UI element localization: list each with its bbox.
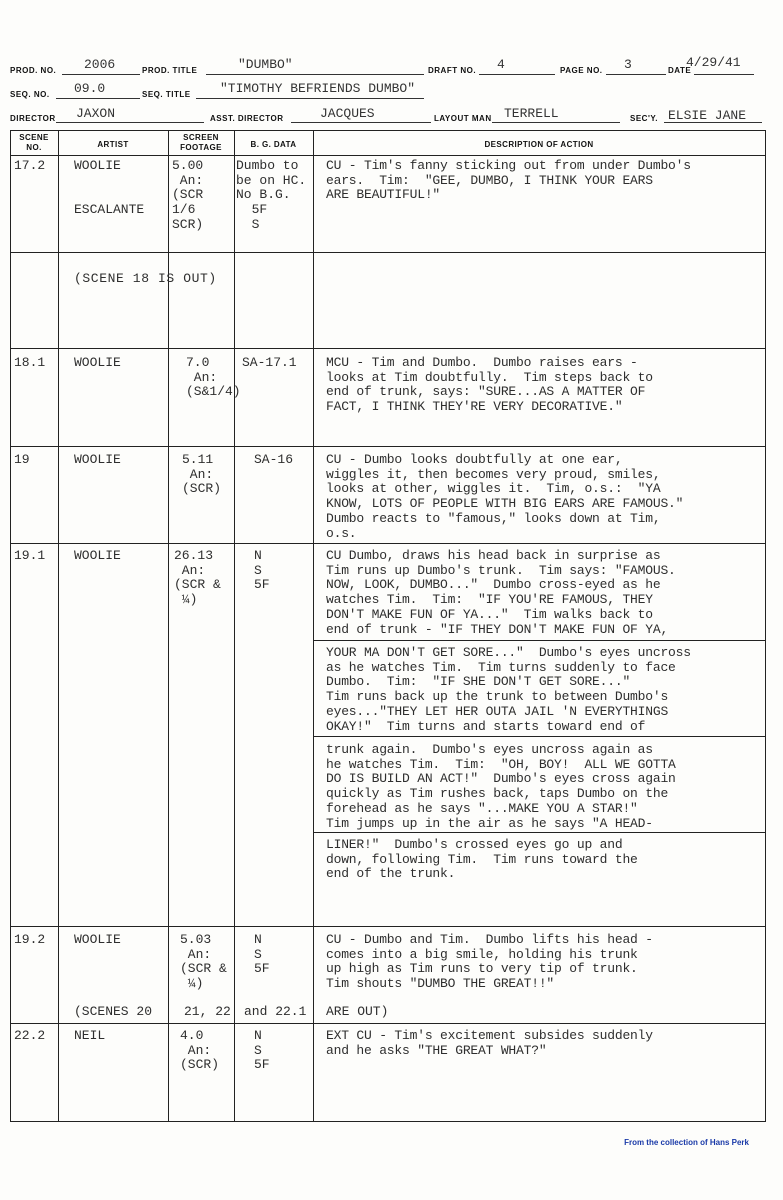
director-underline xyxy=(56,122,204,123)
layout-man-underline xyxy=(492,122,620,123)
table-border-top xyxy=(10,130,766,131)
draft-no-label: DRAFT NO. xyxy=(428,66,477,75)
prod-title-value: "DUMBO" xyxy=(238,57,293,72)
draft-no-underline xyxy=(479,74,555,75)
scene-no-cell: 18.1 xyxy=(14,355,46,370)
footage-cell: 4.0 An: (SCR) xyxy=(180,1028,220,1073)
description-continuation: trunk again. Dumbo's eyes uncross again as he watches Tim. Tim: "OH, BOY! ALL WE GOTTA DO IS BUILD AN ACT!" Dumbo's eyes cross again quickly as Tim rushes back, taps Dumbo on the forehead as he says "...MAKE YOU A STAR!" Tim jumps up in the air as he says "A HEAD- xyxy=(326,742,676,831)
footage-cell: 5.11 An: (SCR) xyxy=(182,452,222,497)
asst-director-underline xyxy=(291,122,431,123)
secy-value: ELSIE JANE xyxy=(668,108,747,123)
bg-data-cell: SA-17.1 xyxy=(242,355,297,370)
date-value: 4/29/41 xyxy=(686,55,741,70)
scene-no-cell: 19.2 xyxy=(14,932,46,947)
footage-cell: 5.00 An: (SCR 1/6 SCR) xyxy=(172,158,204,232)
row-divider xyxy=(10,348,766,349)
table-border-left xyxy=(10,130,11,1122)
page-no-value: 3 xyxy=(624,57,632,72)
scene-no-cell: 19 xyxy=(14,452,30,467)
page-no-underline xyxy=(606,74,666,75)
col-header-screen-footage: SCREEN FOOTAGE xyxy=(180,133,222,152)
layout-man-label: LAYOUT MAN xyxy=(434,114,492,123)
footage-cell: 5.03 An: (SCR & ¼) xyxy=(180,932,227,992)
col-header-artist: ARTIST xyxy=(97,140,129,149)
description-cell: CU Dumbo, draws his head back in surprise as Tim runs up Dumbo's trunk. Tim says: "FAMOUS. NOW, LOOK, DUMBO..." Dumbo cross-eyed as he watches Tim. Tim: "IF YOU'RE FAMOUS, THEY DON'T MAKE FUN OF YA..." Tim walks back to end of trunk - "IF THEY DON'T MAKE FUN OF YA, xyxy=(326,548,676,637)
seq-title-value: "TIMOTHY BEFRIENDS DUMBO" xyxy=(220,81,416,96)
director-value: JAXON xyxy=(76,106,116,121)
column-divider xyxy=(58,130,59,1122)
bg-data-cell: SA-16 xyxy=(254,452,294,467)
seq-no-label: SEQ. NO. xyxy=(10,90,50,99)
artist-cell: WOOLIE xyxy=(74,932,121,947)
bg-data-cell: N S 5F xyxy=(254,1028,270,1073)
description-cell: EXT CU - Tim's excitement subsides suddenly and he asks "THE GREAT WHAT?" xyxy=(326,1028,653,1058)
col-header-scene-no: SCENE NO. xyxy=(19,133,49,152)
footage-cell: 7.0 An: (S&1/4) xyxy=(186,355,241,400)
description-cell: CU - Dumbo looks doubtfully at one ear, wiggles it, then becomes very proud, smiles, looks at other, wiggles it. Tim, o.s.: "YA KNOW, LOTS OF PEOPLE WITH BIG EARS ARE FAMOUS." Dumbo reacts to "famous," looks down at Tim, o.s. xyxy=(326,452,684,541)
scenes-out-note-part: and 22.1 xyxy=(244,1004,307,1019)
col-header-bg-data: B. G. DATA xyxy=(250,140,297,149)
scene-no-cell: 22.2 xyxy=(14,1028,46,1043)
scene-out-note: (SCENE 18 IS OUT) xyxy=(74,271,217,286)
column-divider xyxy=(234,130,235,1122)
prod-no-underline xyxy=(62,74,140,75)
scene-no-cell: 17.2 xyxy=(14,158,46,173)
asst-director-label: ASST. DIRECTOR xyxy=(210,114,284,123)
prod-title-underline xyxy=(206,74,424,75)
header-divider xyxy=(10,155,766,156)
artist-cell: WOOLIE xyxy=(74,548,121,563)
row-divider xyxy=(10,446,766,447)
director-label: DIRECTOR xyxy=(10,114,56,123)
table-border-right xyxy=(765,130,766,1122)
description-cell: CU - Tim's fanny sticking out from under Dumbo's ears. Tim: "GEE, DUMBO, I THINK YOUR EARS ARE BEAUTIFUL!" xyxy=(326,158,691,203)
description-cell: CU - Dumbo and Tim. Dumbo lifts his head - comes into a big smile, holding his trunk up high as Tim runs to very tip of trunk. Tim shouts "DUMBO THE GREAT!!" xyxy=(326,932,653,992)
description-continuation: YOUR MA DON'T GET SORE..." Dumbo's eyes uncross as he watches Tim. Tim turns suddenly to face Dumbo. Tim: "IF SHE DON'T GET SORE..." Tim runs back up the trunk to between Dumbo's eyes..."THEY LET HER OUTA JAIL 'N EVERYTHINGS OKAY!" Tim turns and starts toward end of xyxy=(326,645,691,734)
seq-title-underline xyxy=(196,98,424,99)
bg-data-cell: N S 5F xyxy=(254,548,270,593)
table-border-bottom xyxy=(10,1121,766,1122)
footage-cell: 26.13 An: (SCR & ¼) xyxy=(174,548,221,608)
artist-cell: WOOLIE xyxy=(74,355,121,370)
row-divider xyxy=(10,252,766,253)
scenes-out-note-part: 21, 22 xyxy=(184,1004,231,1019)
description-cell: MCU - Tim and Dumbo. Dumbo raises ears - looks at Tim doubtfully. Tim steps back to end of trunk, says: "SURE...AS A MATTER OF FACT, I THINK THEY'RE VERY DECORATIVE." xyxy=(326,355,653,415)
scene-no-cell: 19.1 xyxy=(14,548,46,563)
artist-cell: NEIL xyxy=(74,1028,106,1043)
bg-data-cell: N S 5F xyxy=(254,932,270,977)
collection-credit: From the collection of Hans Perk xyxy=(624,1138,749,1147)
date-underline xyxy=(694,74,754,75)
row-divider xyxy=(10,543,766,544)
draft-no-value: 4 xyxy=(497,57,505,72)
seq-title-label: SEQ. TITLE xyxy=(142,90,191,99)
asst-director-value: JACQUES xyxy=(320,106,375,121)
row-divider xyxy=(10,1023,766,1024)
seq-no-value: 09.0 xyxy=(74,81,106,96)
artist-cell: WOOLIE xyxy=(74,452,121,467)
prod-no-value: 2006 xyxy=(84,57,116,72)
row-divider xyxy=(313,832,766,833)
row-divider xyxy=(313,640,766,641)
prod-title-label: PROD. TITLE xyxy=(142,66,198,75)
col-header-description: DESCRIPTION OF ACTION xyxy=(484,140,594,149)
artist-cell: WOOLIE ESCALANTE xyxy=(74,158,145,218)
scenes-out-note-part: (SCENES 20 xyxy=(74,1004,153,1019)
seq-no-underline xyxy=(56,98,140,99)
date-label: DATE xyxy=(668,66,692,75)
row-divider xyxy=(10,926,766,927)
scenes-out-note-part: ARE OUT) xyxy=(326,1004,389,1019)
description-continuation: LINER!" Dumbo's crossed eyes go up and down, following Tim. Tim runs toward the end of the trunk. xyxy=(326,837,638,882)
bg-data-cell: Dumbo to be on HC. No B.G. 5F S xyxy=(236,158,307,232)
column-divider xyxy=(313,130,314,1122)
prod-no-label: PROD. NO. xyxy=(10,66,57,75)
page-no-label: PAGE NO. xyxy=(560,66,603,75)
layout-man-value: TERRELL xyxy=(504,106,559,121)
row-divider xyxy=(313,736,766,737)
secy-label: SEC'Y. xyxy=(630,114,659,123)
